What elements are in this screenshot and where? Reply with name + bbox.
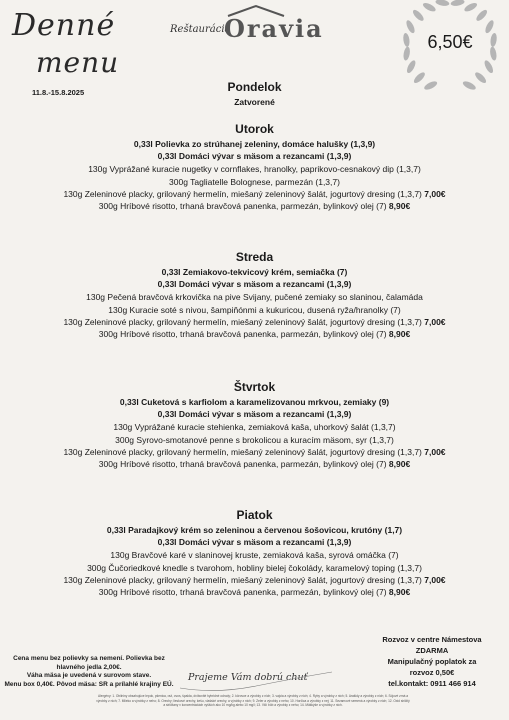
day-heading: Štvrtok — [233, 380, 276, 394]
menu-item-text: 0,33l Paradajkový krém so zeleninou a červenou šošovicou, krutóny (1,7) — [106, 525, 403, 535]
menu-item-price: 7,00€ — [424, 188, 446, 199]
menu-item — [0, 422, 509, 432]
allergen-list: Alergény: 1. Obilniny obsahujúce lepok, pšenica, raž, ovos, špalda, dvíbovité hybridné odrody; 2. kôrovce a výrobky z nich; 3. vajcia a výrobky z nich; 4. Ryby a výrobky z nich; 5. Arašidy a výrobky z nich; 6. Sójové zrná a výrobky z nich; 7. Mlieko a výrobky z neho; 8. Orechy; lieskové orechy, kešu, vlašské orechy, a výrobky z nich; 9. Zeler a výrobky z neho; 10. Horčica a výrobky z nej; 11. Sezamové semená a výrobky z nich; 12. Oxid siričitý a siričitany v koncentráciách vyšších ako 10 mg/kg alebo 10 mg/l; 13. Vlčí bôb a výrobky z neho; 14. Mäkkýše a výrobky z nich. — [96, 694, 410, 707]
menu-item-text: 130g Bravčové karé v slaninovej kruste, zemiaková kaša, syrová omáčka (7) — [110, 550, 399, 561]
menu-item-text: 300g Hríbové risotto, trhaná bravčová panenka, parmezán, bylinkový olej (7) — [98, 587, 387, 597]
day-heading: Utorok — [235, 122, 274, 136]
footer-right-line: ZDARMA — [415, 646, 449, 655]
menu-item — [0, 525, 509, 535]
laurel-leaf — [463, 1, 478, 13]
menu-item — [0, 139, 509, 149]
signature-underline-icon — [176, 664, 336, 694]
menu-title-line2: menu — [36, 46, 120, 79]
laurel-leaf — [405, 59, 417, 74]
footer-info-right — [362, 634, 502, 689]
menu-item-price: 7,00€ — [424, 316, 446, 327]
menu-item-text: 0,33l Cuketová s karfiolom a karamelizovanou mrkvou, zemiaky (9) — [119, 397, 390, 407]
menu-item-text: 130g Vyprážané kuracie stehienka, zemiaková kaša, uhorkový šalát (1,3,7) — [113, 422, 396, 433]
menu-item-text: 0,33l Domáci vývar s mäsom a rezancami (1,3,9) — [157, 409, 352, 420]
menu-item-text: 300g Hríbové risotto, trhaná bravčová panenka, parmezán, bylinkový olej (7) — [98, 459, 387, 469]
laurel-leaf — [422, 1, 437, 13]
menu-item-text: 130g Zeleninové placky, grilovaný hermelín, miešaný zeleninový šalát, jogurtový dresing (1,3,7) — [63, 188, 422, 199]
menu-item — [0, 164, 509, 174]
laurel-leaf — [475, 8, 489, 22]
menu-dates: 11.8.-15.8.2025 — [32, 88, 85, 97]
laurel-leaf — [435, 0, 450, 7]
menu-item-text: 0,33l Domáci vývar s mäsom a rezancami (1,3,9) — [157, 537, 352, 548]
menu-item — [0, 317, 509, 327]
menu-item-text: 130g Zeleninové placky, grilovaný hermelín, miešaný zeleninový šalát, jogurtový dresing (1,3,7) — [63, 574, 422, 585]
footer-left-line: Váha mäsa je uvedená v surovom stave. — [26, 672, 152, 679]
footer-right-line: Manipulačný poplatok za — [387, 657, 477, 666]
day-heading: Streda — [235, 250, 274, 264]
menu-item — [0, 409, 509, 419]
menu-item — [0, 305, 509, 315]
menu-item — [0, 279, 509, 289]
menu-item — [0, 435, 509, 445]
menu-item — [0, 177, 509, 187]
menu-item — [0, 267, 509, 277]
menu-item-price: 7,00€ — [424, 446, 446, 457]
logo-prefix: Reštaurácia — [170, 24, 231, 35]
menu-item-text: 130g Kuracie soté s nivou, šampiňónmi a kukuricou, dusená ryža/hranolky (7) — [108, 304, 401, 315]
footer-right-line: rozvoz 0,50€ — [409, 668, 455, 677]
menu-item — [0, 397, 509, 407]
menu-item-price: 7,00€ — [424, 574, 446, 585]
menu-item-price: 8,90€ — [388, 587, 411, 597]
menu-item-text: 130g Vyprážané kuracie nugetky v cornflakes, hranolky, paprikovo-cesnakový dip (1,3,7) — [88, 164, 421, 175]
menu-item-text: 0,33l Zemiakovo-tekvicový krém, semiačka (7) — [161, 267, 348, 277]
menu-item-text: 130g Zeleninové placky, grilovaný hermelín, miešaný zeleninový šalát, jogurtový dresing (1,3,7) — [63, 316, 422, 327]
menu-item-text: 130g Zeleninové placky, grilovaný hermelín, miešaný zeleninový šalát, jogurtový dresing (1,3,7) — [63, 446, 422, 457]
menu-item-text: 0,33l Domáci vývar s mäsom a rezancami (1,3,9) — [157, 151, 352, 162]
menu-item-text: 300g Hríbové risotto, trhaná bravčová panenka, parmezán, bylinkový olej (7) — [98, 201, 387, 211]
menu-item-text: 300g Čučoriedkové knedle s tvarohom, hobliny bielej čokolády, karamelový toping (1,3,7) — [87, 562, 422, 573]
footer-right-line: Rozvoz v centre Námestova — [382, 635, 482, 644]
menu-item-text: 0,33l Domáci vývar s mäsom a rezancami (1,3,9) — [157, 279, 352, 290]
menu-item — [0, 151, 509, 161]
menu-item-price: 8,90€ — [388, 201, 411, 211]
menu-item — [0, 189, 509, 199]
menu-item — [0, 563, 509, 573]
footer-left-line: hlavného jedla 2,00€. — [56, 663, 122, 671]
laurel-leaf — [411, 8, 425, 22]
menu-item — [0, 550, 509, 560]
menu-item — [0, 587, 509, 597]
menu-price: 6,50€ — [427, 32, 473, 52]
menu-item — [0, 447, 509, 457]
laurel-leaf — [483, 59, 495, 74]
laurel-leaf — [450, 0, 465, 7]
menu-item-text: 300g Syrovo-smotanové penne s brokolicou a kuracím mäsom, syr (1,3,7) — [115, 434, 394, 445]
menu-item-text: 300g Tagliatelle Bolognese, parmezán (1,3,7) — [169, 176, 340, 187]
menu-item-text: 300g Hríbové risotto, trhaná bravčová panenka, parmezán, bylinkový olej (7) — [98, 329, 387, 339]
menu-item-text: Zatvorené — [234, 97, 275, 107]
menu-title-line1: Denné — [12, 8, 116, 43]
menu-item — [0, 97, 509, 107]
menu-item — [0, 575, 509, 585]
menu-item — [0, 201, 509, 211]
logo-name: Oravia — [224, 14, 324, 43]
menu-item-price: 8,90€ — [388, 459, 411, 469]
menu-item — [0, 537, 509, 547]
menu-item-text: 0,33l Polievka zo strúhanej zeleniny, domáce halušky (1,3,9) — [133, 139, 376, 149]
footer-info-left — [4, 655, 174, 689]
footer-left-line: Menu box 0,40€. Pôvod mäsa: SR a prílahlé krajiny EÚ. — [4, 680, 174, 688]
menu-item — [0, 329, 509, 339]
menu-item — [0, 292, 509, 302]
signature-text: Prajeme Vám dobrú chuť — [188, 672, 308, 683]
menu-item-text: 130g Pečená bravčová krkovička na pive Svijany, pučené zemiaky so slaninou, čalamáda — [86, 292, 423, 303]
menu-item-price: 8,90€ — [388, 329, 411, 339]
day-heading: Pondelok — [227, 80, 282, 94]
menu-item — [0, 459, 509, 469]
footer-left-line: Cena menu bez polievky sa nemení. Polievka bez — [13, 655, 165, 662]
day-heading: Piatok — [236, 508, 273, 522]
footer-right-line: tel.kontakt: 0911 466 914 — [388, 679, 476, 688]
